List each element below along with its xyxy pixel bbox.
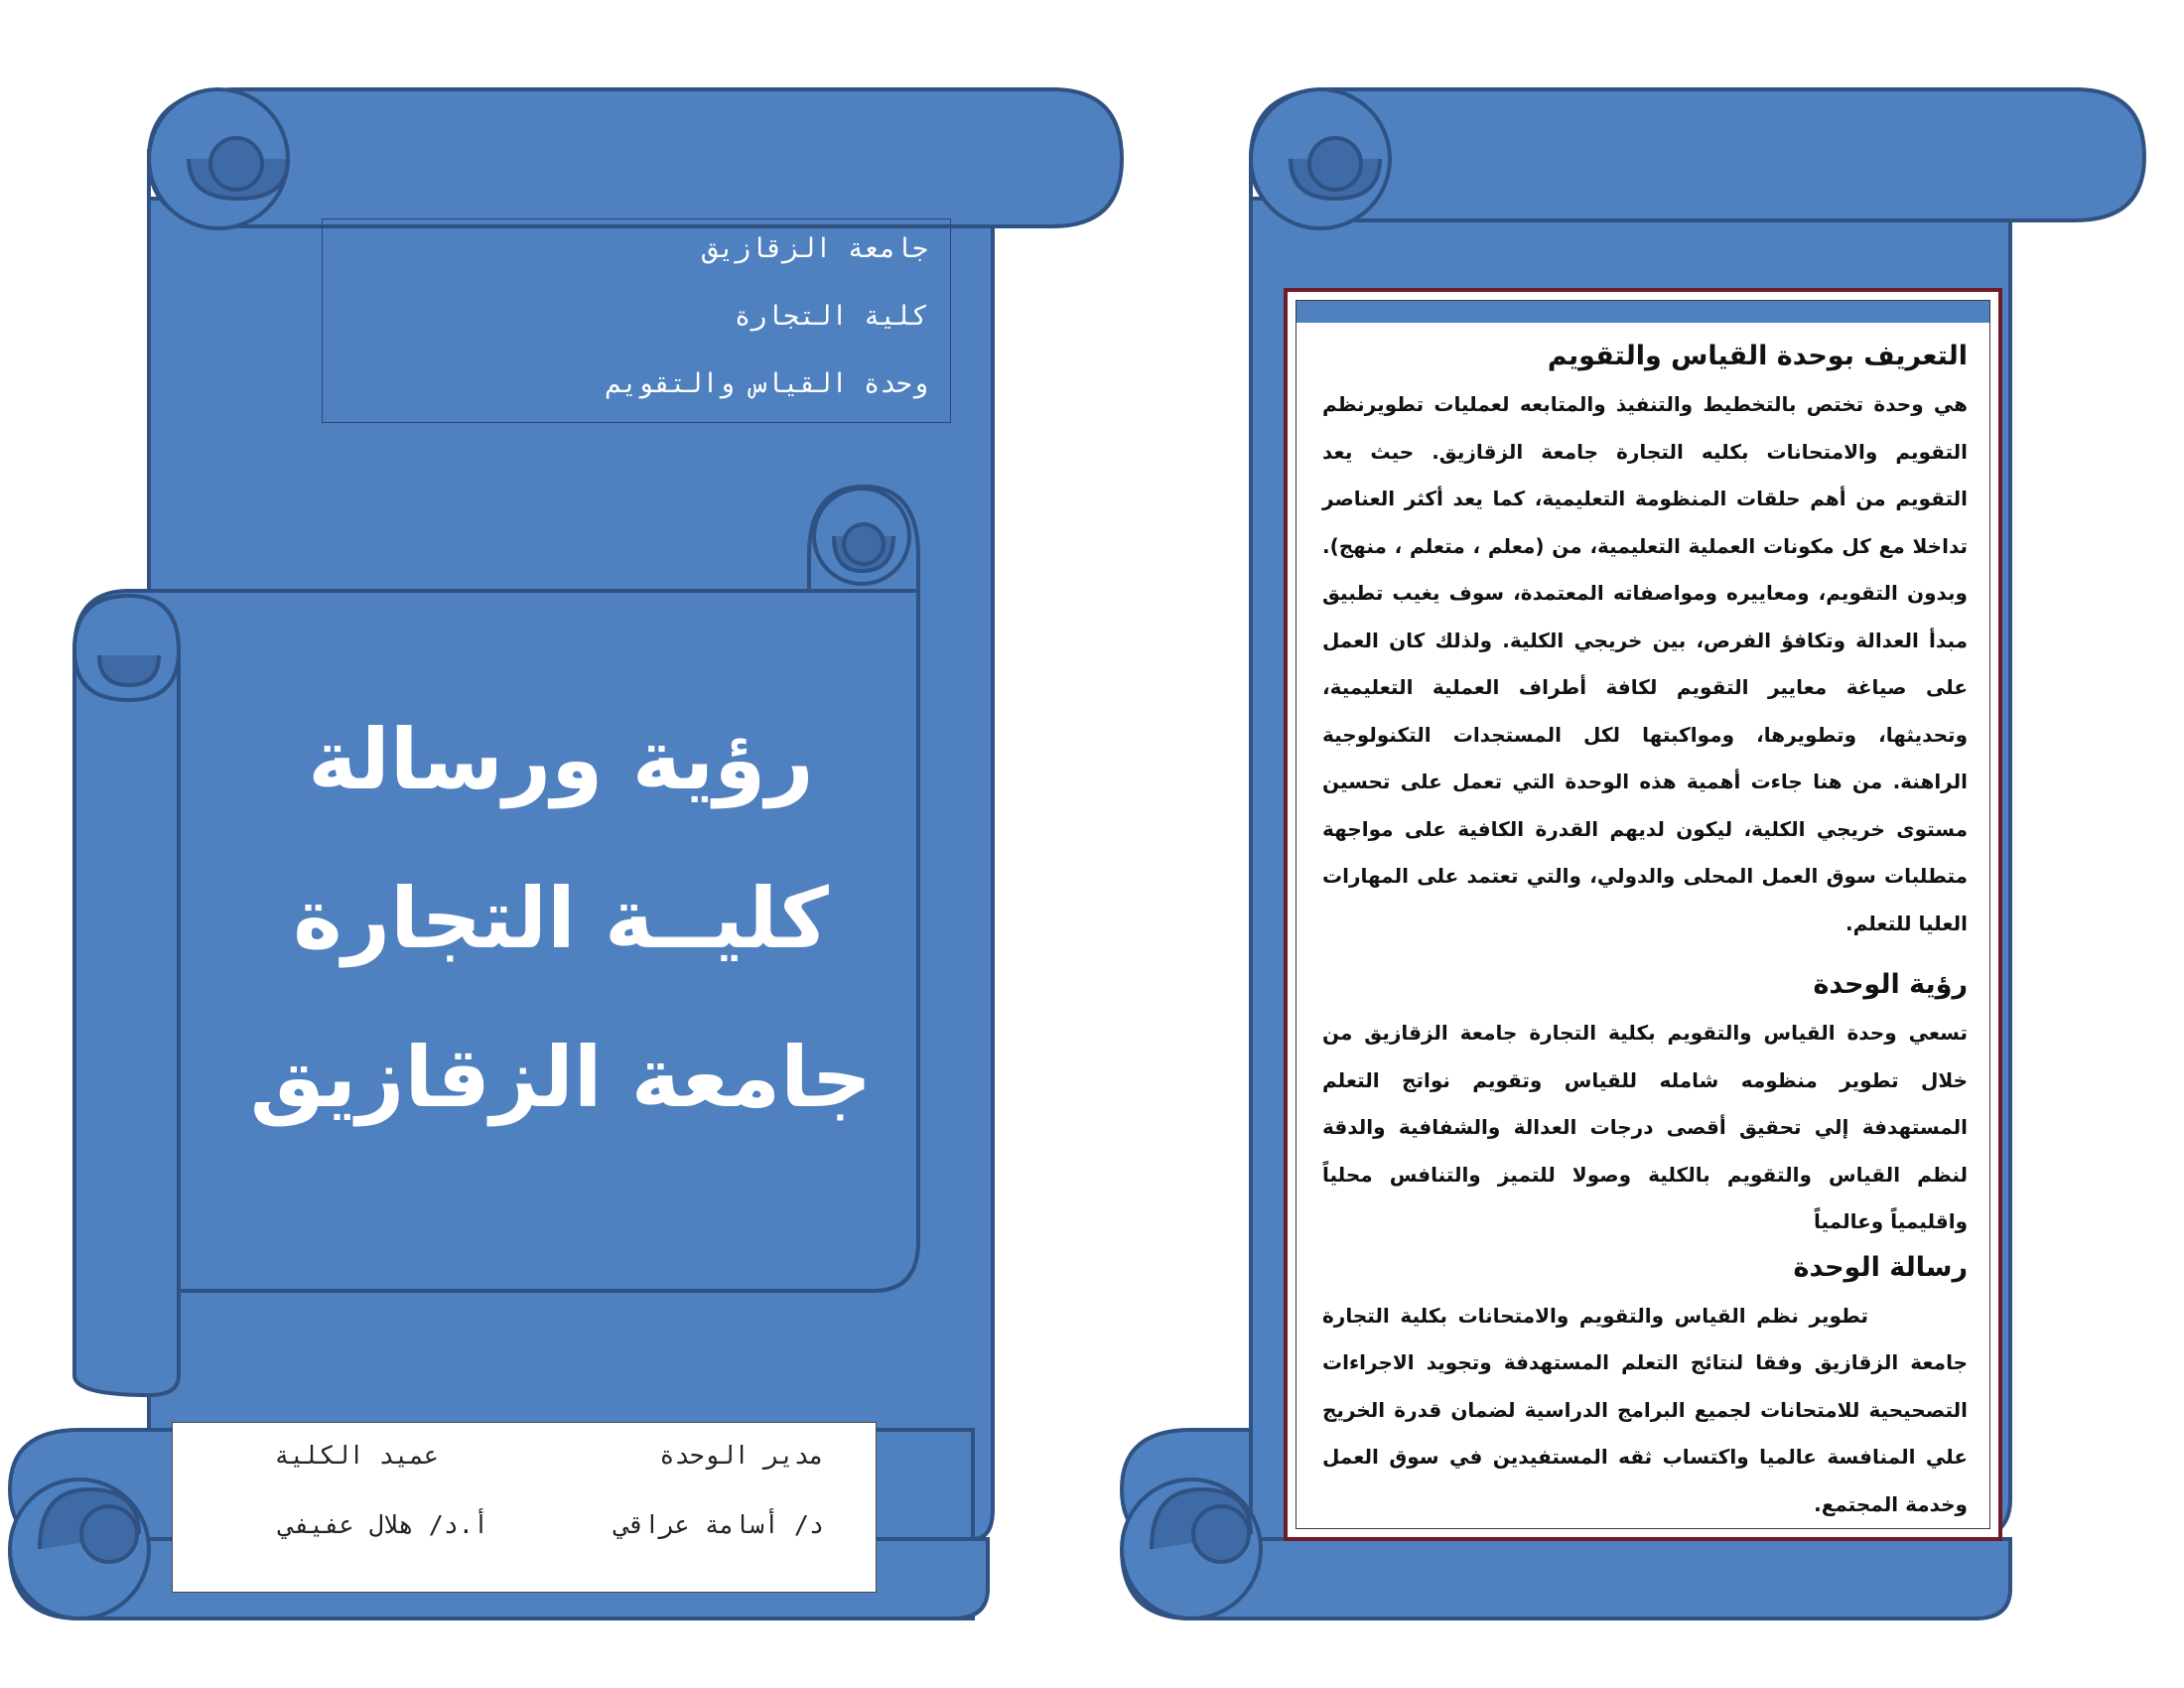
- vision-body: تسعي وحدة القياس والتقويم بكلية التجارة جامعة الزقازيق من خلال تطوير منظومه شامله للقياس وتقويم نواتج التعلم المستهدفة إلي تحقيق أقصى درجات العدالة والشفافية والدقة لنظم القياس والتقويم بالكلية وصولا للتميز والتنافس محلياً واقليمياً وعالمياً: [1322, 1021, 1968, 1233]
- header-unit: وحدة القياس والتقويم: [605, 368, 928, 399]
- document-frame: [1284, 288, 2002, 1541]
- cover-title: [169, 680, 953, 1157]
- intro-title: التعريف بوحدة القياس والتقويم: [1547, 341, 1968, 371]
- mission-body: تطوير نظم القياس والتقويم والامتحانات بكلية التجارة جامعة الزقازيق وفقا لنتائج التعلم المستهدفة وتجويد الاجراءات التصحيحية للامتحانات لجميع البرامج الدراسية لضمان قدرة الخريج علي المنافسة عالميا واكتساب ثقه المستفيدين في سوق العمل وخدمة المجتمع.: [1322, 1303, 1968, 1516]
- vision-title: رؤية الوحدة: [1813, 969, 1968, 1000]
- dean-name: أ.د/ هلال عفيفي: [279, 1510, 488, 1539]
- unit-director-name: د/ أسامة عراقي: [614, 1510, 824, 1539]
- document-content: [1322, 341, 1968, 1528]
- header-faculty: كلية التجارة: [734, 301, 928, 332]
- title-line-1: رؤية ورسالة: [308, 711, 814, 808]
- header-university: جامعة الزقازيق: [702, 233, 928, 264]
- left-scroll-top-roll: [149, 89, 1122, 226]
- cover-header-box: [322, 218, 951, 423]
- mission-title: رسالة الوحدة: [1793, 1251, 1968, 1283]
- unit-director-title: مدير الوحدة: [659, 1441, 824, 1470]
- signature-box: [172, 1422, 877, 1593]
- document-inner: [1296, 300, 1990, 1529]
- title-line-2: كليــة التجارة: [293, 870, 829, 967]
- title-line-3: جامعة الزقازيق: [249, 1029, 873, 1126]
- dean-title: عميد الكلية: [274, 1441, 439, 1470]
- intro-body: هي وحدة تختص بالتخطيط والتنفيذ والمتابعه لعمليات تطويرنظم التقويم والامتحانات بكليه التجارة جامعة الزقازيق. حيث يعد التقويم من أهم حلقات المنظومة التعليمية، كما يعد أكثر العناصر تداخلا مع كل مكونات العملية التعليمية، من (معلم ، متعلم ، منهج). وبدون التقويم، ومعاييره ومواصفاته المعتمدة، سوف يغيب تطبيق مبدأ العدالة وتكافؤ الفرص، بين خريجي الكلية. ولذلك كان العمل على صياغة معايير التقويم لكافة أطراف العملية التعليمية، وتحديثها، وتطويرها، ومواكبتها لكل المستجدات التكنولوجية الراهنة. من هنا جاءت أهمية هذه الوحدة التي تعمل على تحسين مستوى خريجي الكلية، ليكون لديهم القدرة الكافية على مواجهة متطلبات سوق العمل المحلى والدولي، والتي تعتمد على المهارات العليا للتعلم.: [1322, 392, 1968, 935]
- document-top-strip: [1297, 301, 1989, 323]
